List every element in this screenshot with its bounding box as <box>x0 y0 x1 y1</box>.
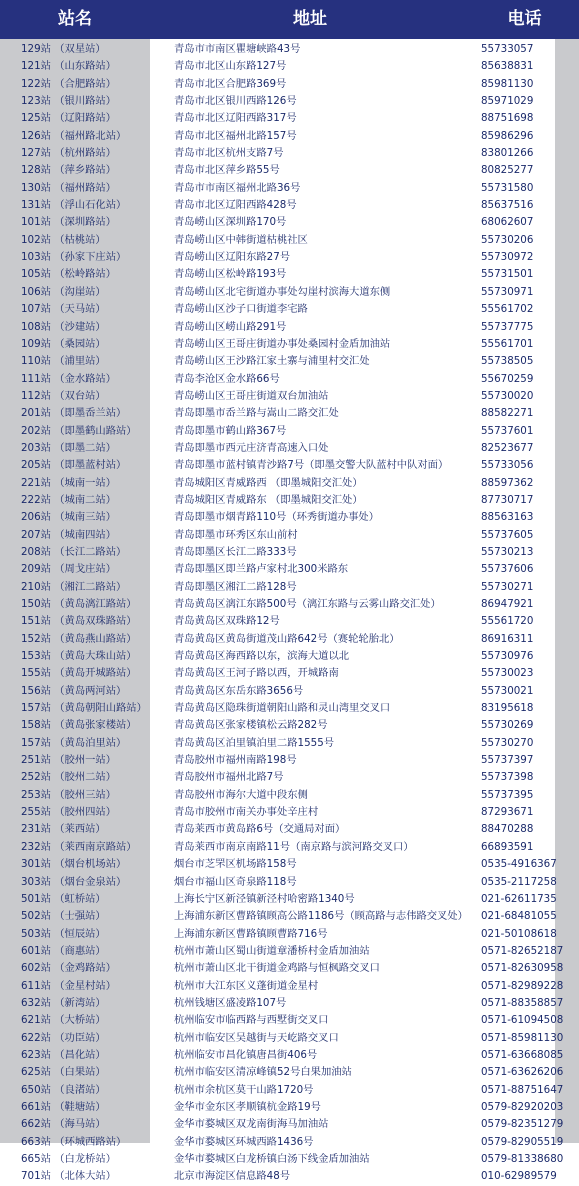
station-name: 210站 （湘江二路站） <box>21 580 127 593</box>
station-name: 107站 （天马站） <box>21 303 106 316</box>
station-address: 青岛即墨市蓝村镇青沙路7号（即墨交警大队蓝村中队对面） <box>174 459 449 472</box>
station-phone: 55730976 <box>481 650 534 663</box>
station-phone: 55730270 <box>481 736 534 749</box>
table-row <box>0 284 579 301</box>
station-address: 青岛黄岛区王河子路以西，开城路南 <box>174 667 339 680</box>
station-phone: 55737605 <box>481 528 534 541</box>
station-name: 205站 （即墨蓝村站） <box>21 459 127 472</box>
station-address: 青岛黄岛区漓江东路500号（漓江东路与云雾山路交汇处） <box>174 598 441 610</box>
station-name: 109站 （桑园站） <box>21 337 106 350</box>
station-address: 青岛崂山区辽阳东路27号 <box>174 251 291 264</box>
station-phone: 85981130 <box>481 77 534 90</box>
table-row <box>0 58 579 75</box>
table-row <box>0 665 579 682</box>
table-row <box>0 180 579 197</box>
table-row <box>0 145 579 162</box>
station-address: 青岛市北区萍乡路55号 <box>174 164 280 177</box>
table-row <box>0 301 579 318</box>
station-name: 112站 （双台站） <box>21 389 106 402</box>
station-name: 661站 （鞋塘站） <box>21 1100 106 1113</box>
station-phone: 0571-82989228 <box>481 979 564 992</box>
station-name: 602站 （金鸡路站） <box>21 962 117 975</box>
table-row <box>0 128 579 145</box>
station-address: 上海浦东新区曹路镇顾曹路716号 <box>174 927 328 940</box>
station-address: 青岛胶州市福州南路198号 <box>174 754 297 767</box>
station-address: 青岛崂山区北宅街道办事处勾崖村滨海大道东侧 <box>174 285 391 298</box>
station-address: 青岛崂山区深圳路170号 <box>174 216 287 229</box>
station-address: 金华市婺城区白龙桥镇白汤下线金盾加油站 <box>174 1153 370 1165</box>
table-row <box>0 891 579 908</box>
station-phone: 55737395 <box>481 788 534 801</box>
station-name: 601站 （商惠站） <box>21 944 106 957</box>
station-address: 青岛即墨市鹤山路367号 <box>174 424 287 437</box>
table-row <box>0 717 579 734</box>
station-phone: 86916311 <box>481 632 534 645</box>
table-row <box>0 769 579 786</box>
station-address: 青岛即墨区即兰路卢家村北300米路东 <box>174 563 349 576</box>
header-station-name: 站名 <box>58 9 92 29</box>
table-row <box>0 527 579 544</box>
table-row <box>0 1116 579 1133</box>
table-row <box>0 1082 579 1099</box>
station-address: 青岛莱西市南京南路11号（南京路与滨河路交叉口） <box>174 840 414 853</box>
station-phone: 88751698 <box>481 112 534 125</box>
station-address: 青岛黄岛区海西路以东，滨海大道以北 <box>174 650 350 663</box>
station-address: 青岛崂山区崂山路291号 <box>174 320 287 333</box>
station-phone: 021-68481055 <box>481 910 557 923</box>
station-name: 501站 （虹桥站） <box>21 892 106 905</box>
table-row <box>0 353 579 370</box>
table-row <box>0 926 579 943</box>
station-name: 665站 （白龙桥站） <box>21 1153 117 1165</box>
station-name: 503站 （恒辰站） <box>21 927 106 940</box>
table-row <box>0 1099 579 1116</box>
station-name: 232站 （莱西南京路站） <box>21 840 137 853</box>
station-name: 110站 （浦里站） <box>21 355 106 368</box>
table-row <box>0 787 579 804</box>
station-phone: 87730717 <box>481 493 534 506</box>
table-row <box>0 1030 579 1047</box>
station-phone: 85637516 <box>481 199 534 212</box>
station-address: 杭州市余杭区莫干山路1720号 <box>174 1083 314 1096</box>
station-name: 127站 （杭州路站） <box>21 147 117 160</box>
table-row <box>0 388 579 405</box>
station-address: 青岛黄岛区东岳东路3656号 <box>174 684 304 697</box>
station-address: 青岛李沧区金水路66号 <box>174 372 280 385</box>
station-phone: 0571-82630958 <box>481 962 564 975</box>
station-address: 青岛黄岛区双珠路12号 <box>174 615 280 628</box>
station-name: 123站 （银川路站） <box>21 95 117 108</box>
station-phone: 85986296 <box>481 129 534 142</box>
station-name: 221站 （城南一站） <box>21 476 117 489</box>
station-address: 青岛即墨市环秀区东山前村 <box>174 528 298 541</box>
station-phone: 55730213 <box>481 545 534 558</box>
station-phone: 55561702 <box>481 303 534 316</box>
station-phone: 55731501 <box>481 268 534 281</box>
table-row <box>0 648 579 665</box>
table-row <box>0 76 579 93</box>
station-name: 102站 （枯桃站） <box>21 233 106 246</box>
station-address: 烟台市福山区奇泉路118号 <box>174 875 297 888</box>
table-row <box>0 874 579 891</box>
table-row <box>0 544 579 561</box>
station-address: 杭州市萧山区蜀山街道章潘桥村金盾加油站 <box>174 944 370 957</box>
station-phone: 55733056 <box>481 459 534 472</box>
table-row <box>0 596 579 613</box>
station-address: 青岛市北区福州北路157号 <box>174 129 297 142</box>
station-address: 青岛市北区辽阳西路428号 <box>174 199 297 212</box>
station-address: 烟台市芝罘区机场路158号 <box>174 858 297 871</box>
table-row <box>0 197 579 214</box>
station-phone: 0535-4916367 <box>481 858 557 871</box>
table-row <box>0 561 579 578</box>
table-header <box>0 0 579 39</box>
station-phone: 55737397 <box>481 754 534 767</box>
station-phone: 55561720 <box>481 615 534 628</box>
station-phone: 0535-2117258 <box>481 875 557 888</box>
station-address: 北京市海淀区信息路48号 <box>174 1170 291 1183</box>
station-name: 253站 （胶州三站） <box>21 788 117 801</box>
table-row <box>0 856 579 873</box>
station-address: 上海长宁区新泾镇新泾村哈密路1340号 <box>174 892 355 905</box>
station-address: 青岛市北区合肥路369号 <box>174 77 287 90</box>
station-phone: 0571-61094508 <box>481 1014 564 1027</box>
station-address: 青岛崂山区中韩街道枯桃社区 <box>174 233 308 246</box>
station-name: 621站 （大桥站） <box>21 1014 106 1027</box>
table-row <box>0 214 579 231</box>
table-row <box>0 960 579 977</box>
station-phone: 85971029 <box>481 95 534 108</box>
station-phone: 82523677 <box>481 441 534 454</box>
station-address: 青岛即墨市烟青路110号（环秀街道办事处） <box>174 511 379 524</box>
station-phone: 88597362 <box>481 476 534 489</box>
table-row <box>0 319 579 336</box>
station-address: 青岛城阳区青威路东 （即墨城阳交汇处） <box>174 493 363 506</box>
station-address: 青岛城阳区青威路西 （即墨城阳交汇处） <box>174 476 363 489</box>
station-phone: 55730271 <box>481 580 534 593</box>
station-name: 121站 （山东路站） <box>21 60 117 73</box>
station-address: 青岛胶州市海尔大道中段东侧 <box>174 788 308 801</box>
table-row <box>0 266 579 283</box>
station-phone: 80825277 <box>481 164 534 177</box>
station-address: 杭州市临安区清凉峰镇52号白果加油站 <box>174 1066 352 1079</box>
station-name: 623站 （昌化站） <box>21 1048 106 1061</box>
station-name: 252站 （胶州二站） <box>21 771 117 784</box>
station-name: 502站 （士强站） <box>21 910 106 923</box>
station-phone: 010-62989579 <box>481 1170 557 1183</box>
station-name: 207站 （城南四站） <box>21 528 117 541</box>
station-name: 203站 （即墨二站） <box>21 441 117 454</box>
station-phone: 55730020 <box>481 389 534 402</box>
table-row <box>0 336 579 353</box>
station-name: 111站 （金水路站） <box>21 372 117 385</box>
station-name: 206站 （城南三站） <box>21 511 117 524</box>
station-phone: 55737606 <box>481 563 534 576</box>
station-phone: 55730972 <box>481 251 534 264</box>
station-name: 202站 （即墨鹤山路站） <box>21 424 137 437</box>
station-phone: 0571-63626206 <box>481 1066 564 1079</box>
table-row <box>0 440 579 457</box>
station-name: 152站 （黄岛燕山路站） <box>21 632 137 645</box>
station-address: 杭州市临安区吴越街与天屹路交叉口 <box>174 1031 339 1044</box>
table-row <box>0 579 579 596</box>
table-row <box>0 1151 579 1168</box>
station-phone: 66893591 <box>481 840 534 853</box>
station-address: 青岛胶州市福州北路7号 <box>174 771 284 784</box>
station-phone: 0579-82351279 <box>481 1118 564 1131</box>
table-row <box>0 804 579 821</box>
station-address: 杭州市萧山区北干街道金鸡路与恒枫路交叉口 <box>174 962 380 975</box>
station-name: 122站 （合肥路站） <box>21 77 117 90</box>
station-name: 231站 （莱西站） <box>21 823 106 836</box>
station-address: 青岛崂山区王哥庄街道办事处桑园村金盾加油站 <box>174 337 391 350</box>
station-address: 青岛莱西市黄岛路6号（交通局对面） <box>174 823 346 836</box>
table-row <box>0 405 579 422</box>
station-name: 103站 （孙家下庄站） <box>21 251 127 264</box>
station-name: 128站 （萍乡路站） <box>21 164 117 177</box>
table-row <box>0 1064 579 1081</box>
station-phone: 85638831 <box>481 60 534 73</box>
station-name: 201站 （即墨岙兰站） <box>21 407 127 420</box>
station-name: 151站 （黄岛双珠路站） <box>21 615 137 628</box>
table-row <box>0 1012 579 1029</box>
station-address: 青岛即墨市西元庄济青高速入口处 <box>174 441 329 454</box>
station-address: 青岛市胶州市南关办事处辛庄村 <box>174 806 319 819</box>
station-phone: 0571-88358857 <box>481 996 564 1009</box>
station-address: 青岛黄岛区隐珠街道朝阳山路和灵山湾里交叉口 <box>174 702 391 715</box>
station-phone: 55561701 <box>481 337 534 350</box>
station-address: 青岛市市南区瞿塘峡路43号 <box>174 43 301 55</box>
station-address: 杭州钱塘区盛凌路107号 <box>174 996 287 1009</box>
station-name: 155站 （黄岛开城路站） <box>21 667 137 680</box>
station-name: 108站 （沙建站） <box>21 320 106 333</box>
station-address: 金华市婺城区环城西路1436号 <box>174 1135 314 1148</box>
station-name: 125站 （辽阳路站） <box>21 112 117 125</box>
table-row <box>0 162 579 179</box>
station-address: 青岛市北区辽阳西路317号 <box>174 112 297 125</box>
station-phone: 0571-63668085 <box>481 1048 564 1061</box>
station-phone: 0571-82652187 <box>481 944 564 957</box>
station-phone: 0571-85981130 <box>481 1031 564 1044</box>
station-name: 632站 （新湾站） <box>21 996 106 1009</box>
station-phone: 55737398 <box>481 771 534 784</box>
station-name: 701站 （北体大站） <box>21 1170 117 1183</box>
header-phone: 电话 <box>507 9 542 29</box>
station-address: 金华市婺城区双龙南街海马加油站 <box>174 1118 329 1131</box>
station-name: 622站 （功臣站） <box>21 1031 106 1044</box>
station-phone: 68062607 <box>481 216 534 229</box>
station-address: 青岛即墨区湘江二路128号 <box>174 580 297 593</box>
table-row <box>0 232 579 249</box>
station-name: 130站 （福州路站） <box>21 181 117 194</box>
table-row <box>0 995 579 1012</box>
table-row <box>0 475 579 492</box>
station-address: 杭州市大江东区义蓬街道金星村 <box>174 979 319 992</box>
station-phone: 55730023 <box>481 667 534 680</box>
station-address: 青岛市北区银川西路126号 <box>174 95 297 108</box>
table-row <box>0 423 579 440</box>
station-name: 209站 （周戈庄站） <box>21 563 117 576</box>
station-phone: 87293671 <box>481 806 534 819</box>
station-phone: 83195618 <box>481 702 534 715</box>
station-phone: 83801266 <box>481 147 534 160</box>
table-row <box>0 821 579 838</box>
station-name: 157站 （黄岛泊里站） <box>21 736 127 749</box>
table-row <box>0 110 579 127</box>
table-row <box>0 1047 579 1064</box>
table-row <box>0 1134 579 1151</box>
station-name: 131站 （浮山石化站） <box>21 199 127 212</box>
table-row <box>0 509 579 526</box>
station-address: 上海浦东新区曹路镇顾高公路1186号（顾高路与志伟路交叉处） <box>174 910 468 923</box>
table-row <box>0 613 579 630</box>
station-name: 301站 （烟台机场站） <box>21 858 127 871</box>
station-address: 金华市金东区孝顺镇杭金路19号 <box>174 1100 321 1113</box>
table-row <box>0 700 579 717</box>
station-phone: 88582271 <box>481 407 534 420</box>
table-row <box>0 735 579 752</box>
station-address: 青岛黄岛区泊里镇泊里二路1555号 <box>174 736 335 749</box>
station-address: 杭州临安市临西路与西墅街交叉口 <box>174 1014 329 1027</box>
station-name: 157站 （黄岛朝阳山路站） <box>21 702 147 715</box>
station-name: 150站 （黄岛漓江路站） <box>21 598 137 610</box>
table-row <box>0 41 579 58</box>
station-address: 杭州临安市昌化镇唐昌街406号 <box>174 1048 318 1061</box>
header-address: 地址 <box>293 9 327 29</box>
table-row <box>0 752 579 769</box>
station-phone: 0579-82920203 <box>481 1100 564 1113</box>
station-address: 青岛市北区山东路127号 <box>174 60 287 73</box>
station-phone: 55733057 <box>481 43 534 55</box>
station-phone: 55737775 <box>481 320 534 333</box>
station-name: 129站 （双星站） <box>21 43 106 55</box>
station-name: 625站 （白果站） <box>21 1066 106 1079</box>
station-name: 663站 （环城西路站） <box>21 1135 127 1148</box>
station-address: 青岛黄岛区黄岛街道茂山路642号（赛轮轮胎北） <box>174 632 400 645</box>
table-row <box>0 631 579 648</box>
table-row <box>0 371 579 388</box>
station-name: 303站 （烟台金泉站） <box>21 875 127 888</box>
station-phone: 55731580 <box>481 181 534 194</box>
station-phone: 55670259 <box>481 372 534 385</box>
station-name: 153站 （黄岛大珠山站） <box>21 650 137 663</box>
station-phone: 55730021 <box>481 684 534 697</box>
table-row <box>0 93 579 110</box>
station-address: 青岛即墨区长江二路333号 <box>174 545 297 558</box>
station-name: 126站 （福州路北站） <box>21 129 127 142</box>
station-phone: 88470288 <box>481 823 534 836</box>
table-row <box>0 492 579 509</box>
station-phone: 0579-82905519 <box>481 1135 564 1148</box>
station-address: 青岛崂山区王沙路江家土寨与浦里村交汇处 <box>174 355 370 368</box>
station-name: 105站 （松岭路站） <box>21 268 117 281</box>
station-name: 662站 （海马站） <box>21 1118 106 1131</box>
station-phone: 55738505 <box>481 355 534 368</box>
table-row <box>0 457 579 474</box>
station-address: 青岛崂山区松岭路193号 <box>174 268 287 281</box>
station-name: 106站 （沟崖站） <box>21 285 106 298</box>
station-address: 青岛黄岛区张家楼镇松云路282号 <box>174 719 328 732</box>
station-phone: 55737601 <box>481 424 534 437</box>
station-name: 156站 （黄岛两河站） <box>21 684 127 697</box>
station-name: 101站 （深圳路站） <box>21 216 117 229</box>
table-body <box>0 41 579 1186</box>
table-row <box>0 943 579 960</box>
station-name: 208站 （长江二路站） <box>21 545 127 558</box>
table-row <box>0 978 579 995</box>
station-name: 158站 （黄岛张家楼站） <box>21 719 137 732</box>
station-name: 650站 （良渚站） <box>21 1083 106 1096</box>
table-row <box>0 908 579 925</box>
station-phone: 55730206 <box>481 233 534 246</box>
station-phone: 88563163 <box>481 511 534 524</box>
station-name: 611站 （金星村站） <box>21 979 117 992</box>
station-phone: 55730269 <box>481 719 534 732</box>
station-phone: 86947921 <box>481 598 534 610</box>
station-address: 青岛崂山区沙子口街道李宅路 <box>174 303 308 316</box>
station-name: 251站 （胶州一站） <box>21 754 117 767</box>
table-row <box>0 683 579 700</box>
station-name: 255站 （胶州四站） <box>21 806 117 819</box>
station-name: 222站 （城南二站） <box>21 493 117 506</box>
table-row <box>0 1168 579 1185</box>
station-address: 青岛即墨市岙兰路与嵩山二路交汇处 <box>174 407 339 420</box>
station-phone: 021-62611735 <box>481 892 557 905</box>
station-phone: 021-50108618 <box>481 927 557 940</box>
table-row <box>0 249 579 266</box>
station-phone: 55730971 <box>481 285 534 298</box>
station-address: 青岛市市南区福州北路36号 <box>174 181 301 194</box>
station-address: 青岛崂山区王哥庄街道双台加油站 <box>174 389 329 402</box>
station-phone: 0579-81338680 <box>481 1153 564 1165</box>
station-address: 青岛市北区杭州支路7号 <box>174 147 284 160</box>
station-phone: 0571-88751647 <box>481 1083 564 1096</box>
table-row <box>0 839 579 856</box>
